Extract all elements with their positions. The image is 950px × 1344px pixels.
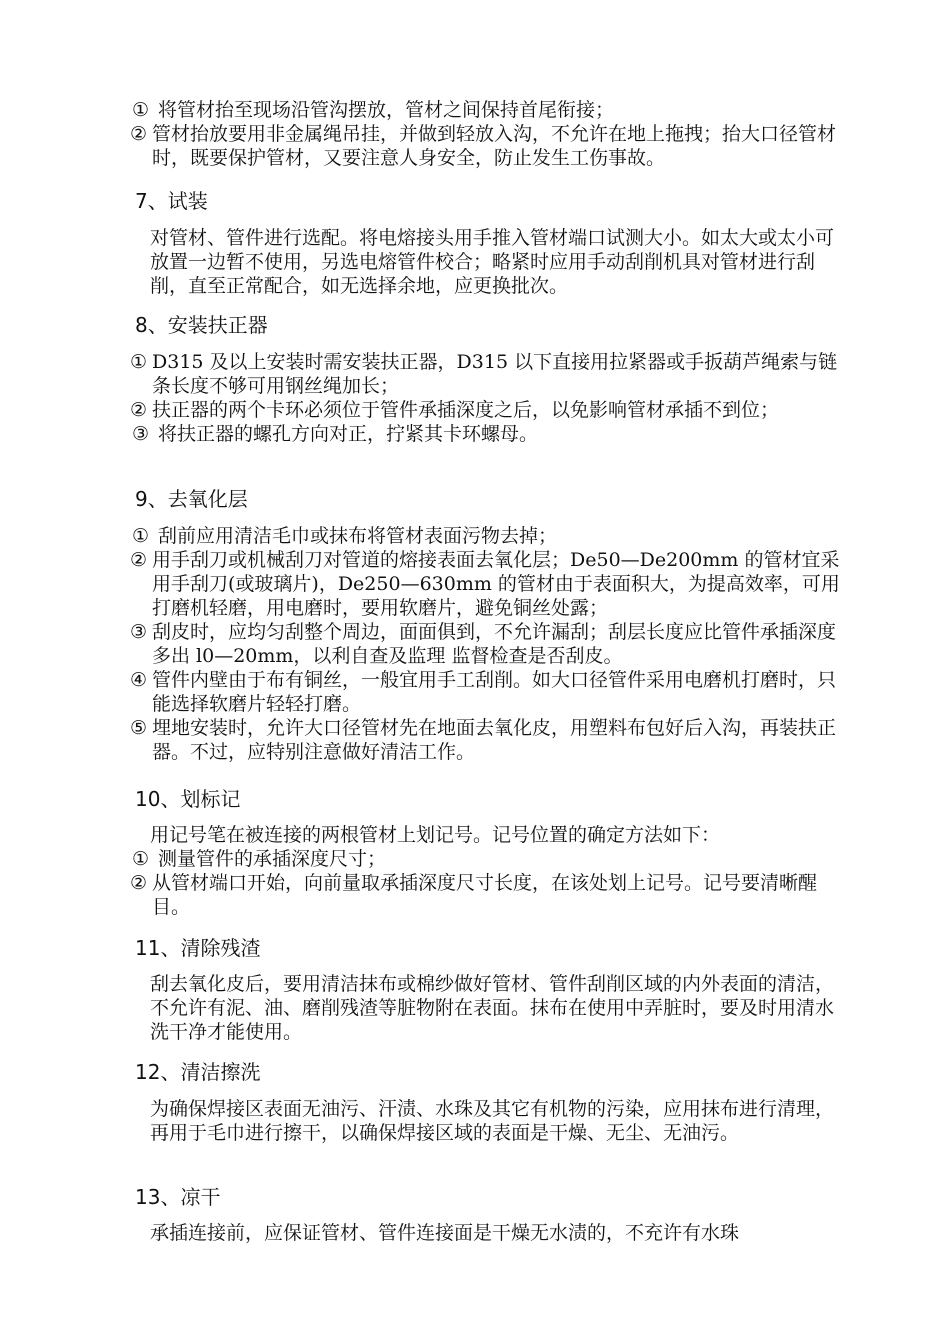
section-body xyxy=(130,524,850,764)
item-text: 管件内壁由于布有铜丝，一般宜用手工刮削。如大口径管件采用电磨机打磨时，只能选择软磨片轻轻打磨。 xyxy=(152,669,837,715)
item-text: 用手刮刀或机械刮刀对管道的熔接表面去氧化层；De50—De200mm 的管材宜采用手刮刀(或玻璃片)，De250—630mm 的管材由于表面积大，为提高效率，可用打磨机轻磨，用电磨时，要用软磨片，避免铜丝处露； xyxy=(152,549,840,619)
paragraph: 为确保焊接区表面无油污、汗渍、水珠及其它有机物的污染，应用抹布进行清理，再用于毛巾进行擦干，以确保焊接区域的表面是干燥、无尘、无油污。 xyxy=(150,1098,835,1144)
list-item xyxy=(130,548,850,620)
section-heading: 9、去氧化层 xyxy=(135,487,248,511)
paragraph: 刮去氧化皮后，要用清洁抹布或棉纱做好管材、管件刮削区域的内外表面的清洁，不允许有泥、油、磨削残渣等脏物附在表面。抹布在使用中弄脏时，要及时用清水洗干净才能使用。 xyxy=(150,973,835,1043)
item-number: ② xyxy=(130,123,148,145)
list-item xyxy=(130,716,850,764)
item-number: ① xyxy=(132,848,150,870)
section-heading: 8、安装扶正器 xyxy=(135,313,268,337)
item-text: 将扶正器的螺孔方向对正，拧紧其卡环螺母。 xyxy=(158,423,539,445)
item-number: ① xyxy=(132,525,150,547)
list-item xyxy=(130,422,850,446)
section-heading: 12、清洁擦洗 xyxy=(135,1060,261,1084)
item-text: 扶正器的两个卡环必须位于管件承插深度之后，以免影响管材承插不到位； xyxy=(152,399,780,421)
list-item xyxy=(130,398,850,422)
item-text: 埋地安装时，允许大口径管材先在地面去氧化皮，用塑料布包好后入沟，再装扶正器。不过，应特别注意做好清洁工作。 xyxy=(152,717,837,763)
section-body xyxy=(130,823,850,919)
item-number: ① xyxy=(132,99,150,121)
list-item xyxy=(130,668,850,716)
section-body xyxy=(130,1221,850,1245)
section-body xyxy=(130,1097,850,1145)
item-text: 将管材抬至现场沿管沟摆放，管材之间保持首尾衔接； xyxy=(158,99,615,121)
section-heading: 13、凉干 xyxy=(135,1185,221,1209)
list-item xyxy=(130,620,850,668)
section-body xyxy=(130,350,850,446)
item-text: 刮皮时，应均匀刮整个周边，面面俱到，不允许漏刮；刮层长度应比管件承插深度多出 l0—20mm，以利自查及监理 监督检查是否刮皮。 xyxy=(152,621,837,667)
paragraph: 对管材、管件进行选配。将电熔接头用手推入管材端口试测大小。如太大或太小可放置一边暂不使用，另选电熔管件校合；略紧时应用手动刮削机具对管材进行刮削，直至正常配合，如无选择余地，应更换批次。 xyxy=(150,227,835,297)
item-text: 测量管件的承插深度尺寸； xyxy=(158,848,387,870)
item-text: 从管材端口开始，向前量取承插深度尺寸长度，在该处划上记号。记号要清晰醒目。 xyxy=(152,872,818,918)
item-number: ③ xyxy=(132,423,150,445)
section-heading: 7、试装 xyxy=(135,189,208,213)
section-heading: 11、清除残渣 xyxy=(135,936,261,960)
section-body xyxy=(130,226,850,298)
item-text: 管材抬放要用非金属绳吊挂，并做到轻放入沟，不允许在地上拖拽；抬大口径管材时，既要保护管材，又要注意人身安全，防止发生工伤事故。 xyxy=(152,123,837,169)
install-steps-list xyxy=(130,98,850,170)
list-item xyxy=(130,871,850,919)
item-number: ② xyxy=(130,399,148,421)
item-number: ④ xyxy=(130,669,148,691)
item-number: ② xyxy=(130,549,148,571)
list-item xyxy=(130,122,850,170)
list-item xyxy=(130,847,850,871)
list-item xyxy=(130,98,850,122)
item-text: 刮前应用清洁毛巾或抹布将管材表面污物去掉； xyxy=(158,525,558,547)
list-item xyxy=(130,350,850,398)
item-number: ① xyxy=(130,351,148,373)
list-item xyxy=(130,524,850,548)
item-number: ② xyxy=(130,872,148,894)
paragraph: 用记号笔在被连接的两根管材上划记号。记号位置的确定方法如下： xyxy=(150,824,721,846)
paragraph: 承插连接前，应保证管材、管件连接面是干燥无水渍的，不充许有水珠 xyxy=(150,1222,740,1244)
item-text: D315 及以上安装时需安装扶正器，D315 以下直接用拉紧器或手扳葫芦绳索与链条长度不够可用钢丝绳加长； xyxy=(152,351,838,397)
item-number: ⑤ xyxy=(130,717,148,739)
section-body xyxy=(130,972,850,1044)
section-heading: 10、划标记 xyxy=(135,787,241,811)
item-number: ③ xyxy=(130,621,148,643)
